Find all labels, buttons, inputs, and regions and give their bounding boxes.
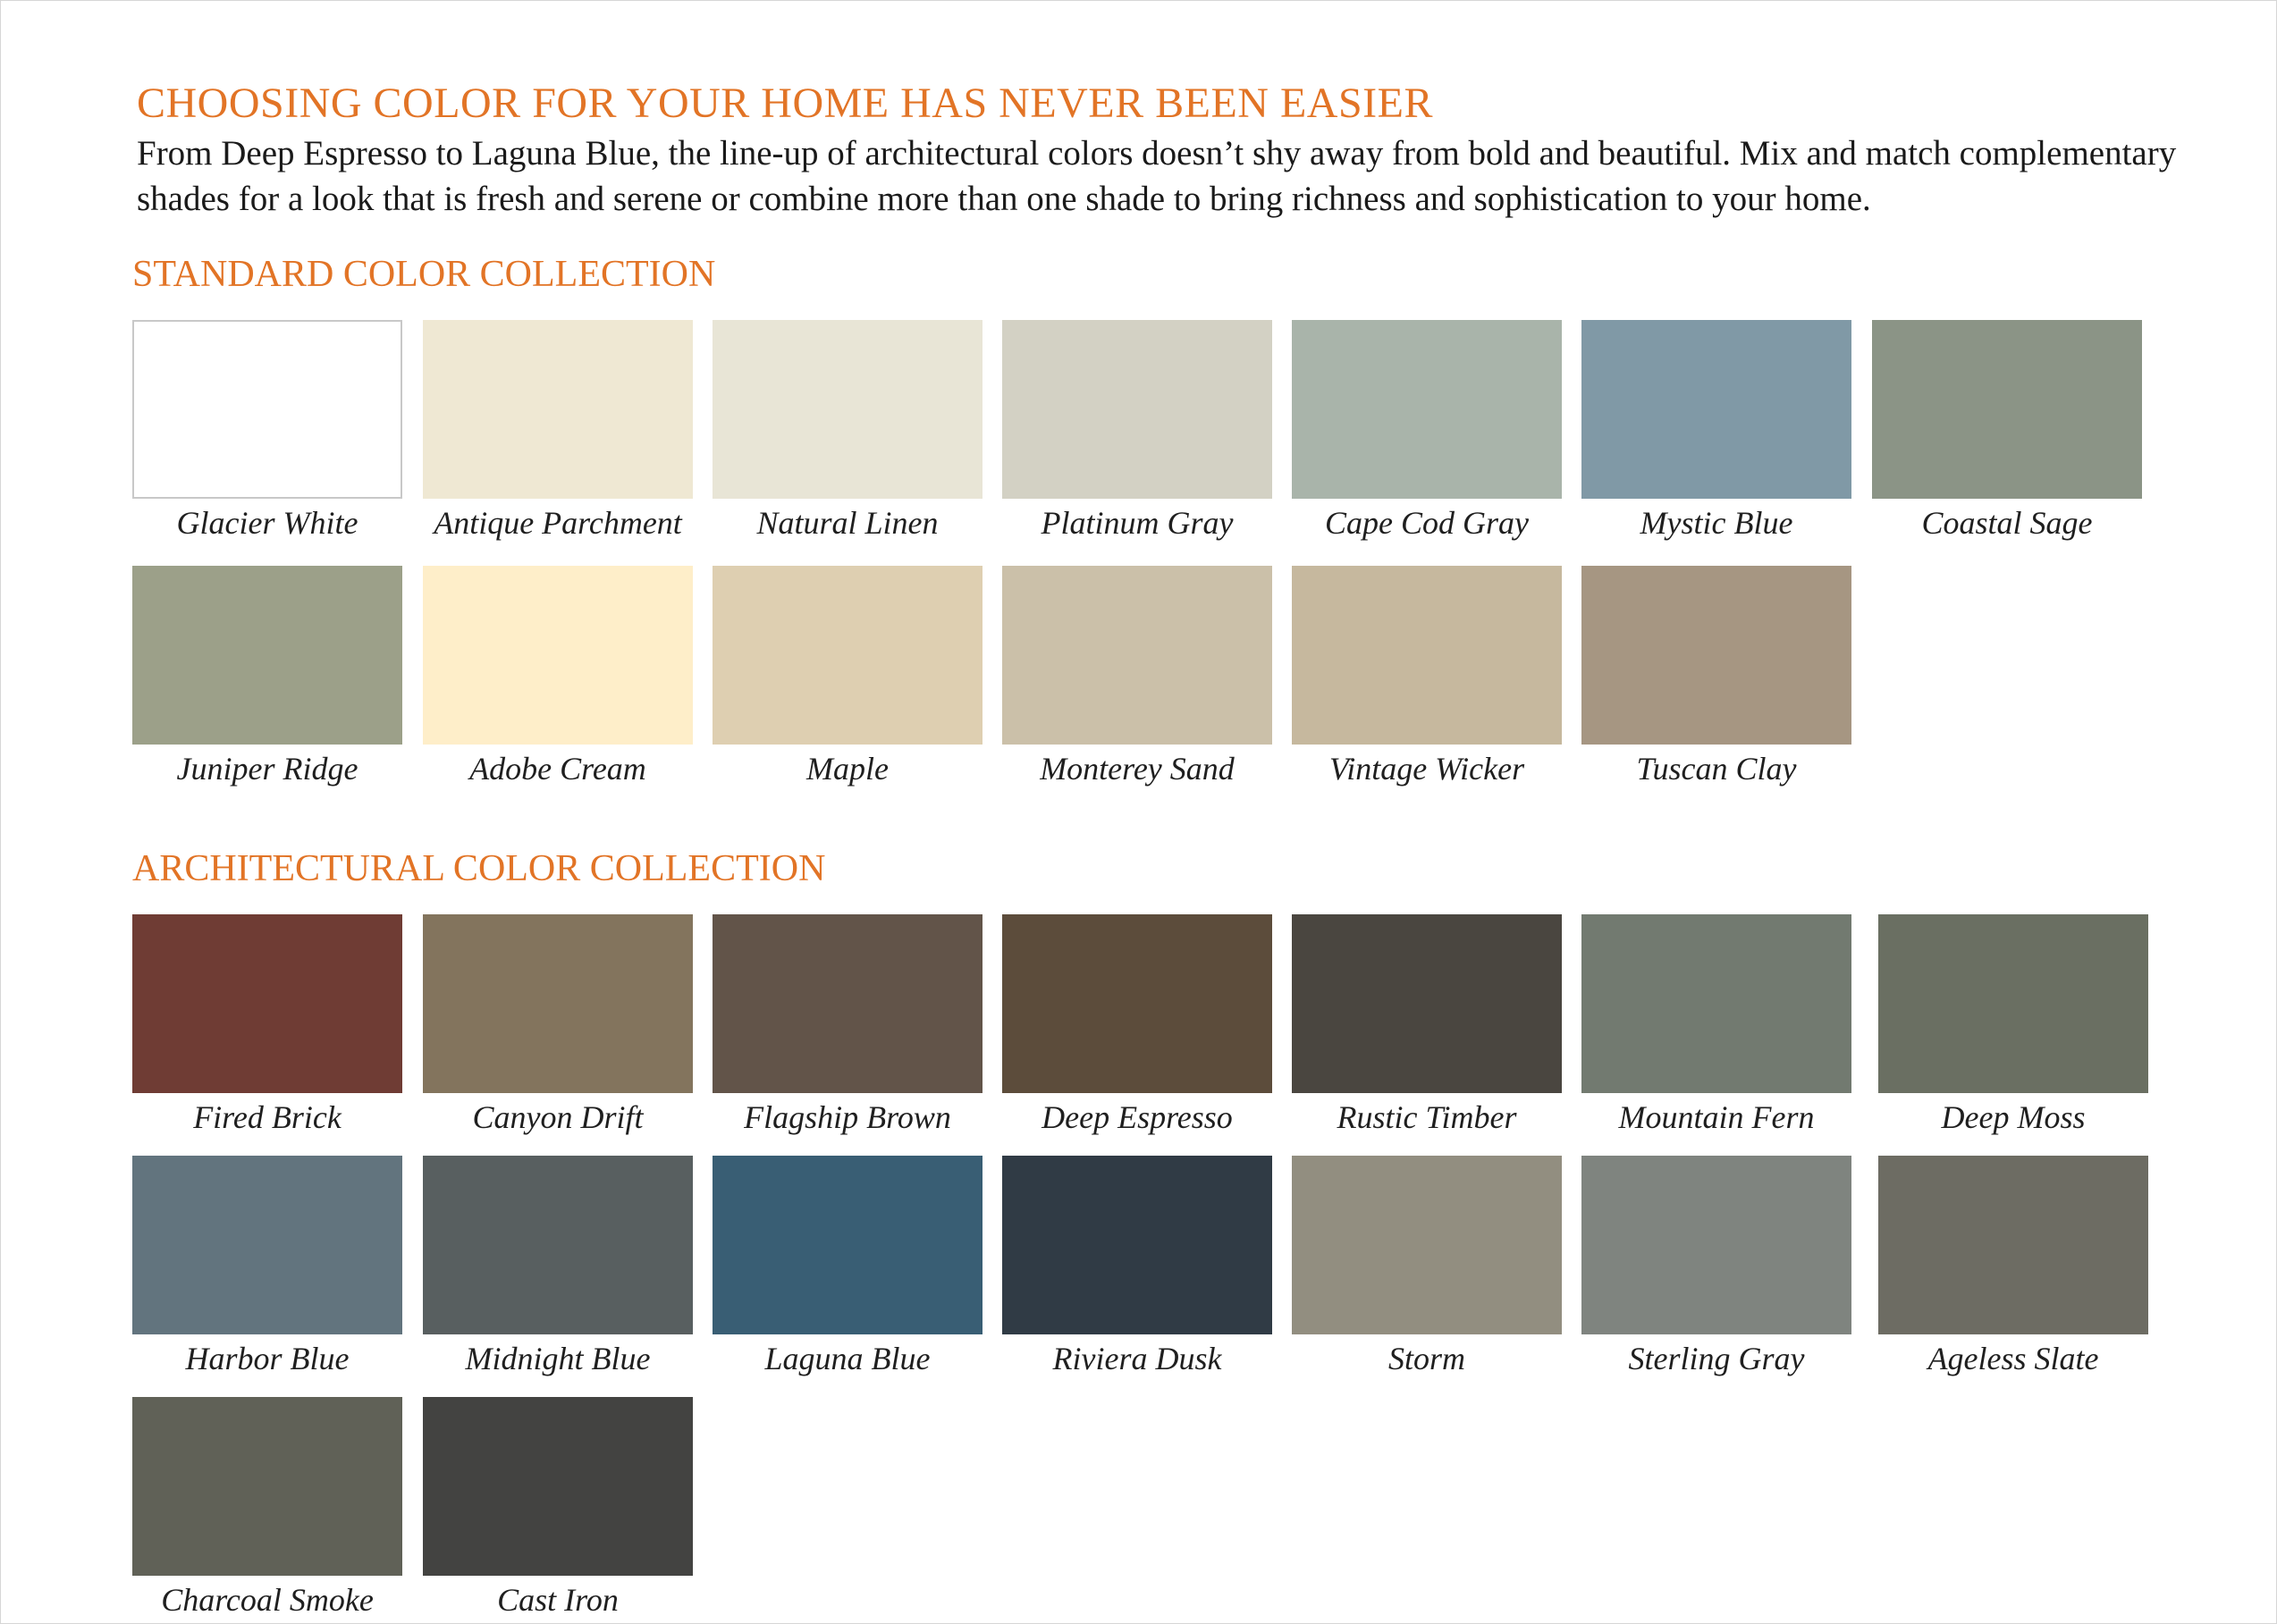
color-swatch xyxy=(1002,320,1274,542)
color-swatch xyxy=(1581,1156,1853,1377)
swatch-name: Vintage Wicker xyxy=(1328,751,1525,787)
color-swatch xyxy=(1002,566,1274,787)
color-swatch xyxy=(132,1397,404,1619)
color-swatch xyxy=(1872,320,2144,542)
swatch-name: Tuscan Clay xyxy=(1636,751,1797,787)
swatch-name: Glacier White xyxy=(176,505,358,541)
color-swatch xyxy=(132,566,404,787)
color-swatch xyxy=(1878,1156,2150,1377)
swatch-color-box xyxy=(423,1156,693,1334)
swatch-color-box xyxy=(132,566,402,745)
swatch-color-box xyxy=(1002,914,1272,1093)
swatch-color-box xyxy=(713,1156,982,1334)
color-swatch xyxy=(423,320,695,542)
swatch-color-box xyxy=(132,320,402,499)
swatch-name: Canyon Drift xyxy=(472,1099,644,1135)
color-swatch xyxy=(132,1156,404,1377)
color-swatch xyxy=(1581,320,1853,542)
swatch-color-box xyxy=(132,1156,402,1334)
swatch-name: Coastal Sage xyxy=(1921,505,2093,541)
swatch-name: Riviera Dusk xyxy=(1052,1341,1222,1376)
color-swatch xyxy=(132,914,404,1136)
swatch-name: Midnight Blue xyxy=(465,1341,651,1376)
swatch-name: Charcoal Smoke xyxy=(161,1582,374,1618)
page-title: CHOOSING COLOR FOR YOUR HOME HAS NEVER BEEN EASIER xyxy=(137,80,1433,127)
swatch-name: Ageless Slate xyxy=(1927,1341,2099,1376)
swatch-name: Adobe Cream xyxy=(469,751,646,787)
swatch-name: Mystic Blue xyxy=(1640,505,1793,541)
swatch-color-box xyxy=(1581,914,1851,1093)
swatch-color-box xyxy=(1581,320,1851,499)
color-swatch xyxy=(1292,320,1564,542)
color-swatch xyxy=(1292,1156,1564,1377)
swatch-name: Maple xyxy=(806,751,889,787)
swatch-color-box xyxy=(1292,320,1562,499)
swatch-color-box xyxy=(1002,320,1272,499)
swatch-name: Laguna Blue xyxy=(764,1341,931,1376)
intro-paragraph: From Deep Espresso to Laguna Blue, the line-up of architectural colors doesn’t shy away from bold and beautiful. Mix and match complementary shades for a look that is fresh and serene or combine more than one shade to bring richness and sophistication to your home. xyxy=(137,134,2177,218)
swatch-color-box xyxy=(1581,1156,1851,1334)
swatch-color-box xyxy=(1292,566,1562,745)
swatch-name: Juniper Ridge xyxy=(176,751,358,787)
swatch-color-box xyxy=(423,320,693,499)
swatch-color-box xyxy=(423,566,693,745)
standard-collection-title: STANDARD COLOR COLLECTION xyxy=(132,254,716,295)
color-swatch xyxy=(1002,1156,1274,1377)
swatch-name: Deep Moss xyxy=(1941,1099,2086,1135)
swatch-name: Deep Espresso xyxy=(1042,1099,1233,1135)
swatch-name: Rustic Timber xyxy=(1337,1099,1517,1135)
color-swatch xyxy=(423,1156,695,1377)
swatch-color-box xyxy=(713,914,982,1093)
color-swatch xyxy=(423,1397,695,1619)
swatch-name: Harbor Blue xyxy=(185,1341,350,1376)
swatch-name: Cast Iron xyxy=(497,1582,619,1618)
color-swatch xyxy=(1292,566,1564,787)
swatch-name: Natural Linen xyxy=(756,505,939,541)
color-swatch xyxy=(1292,914,1564,1136)
swatch-name: Mountain Fern xyxy=(1618,1099,1815,1135)
swatch-color-box xyxy=(1292,1156,1562,1334)
swatch-name: Fired Brick xyxy=(193,1099,342,1135)
swatch-color-box xyxy=(132,914,402,1093)
swatch-name: Sterling Gray xyxy=(1628,1341,1805,1376)
swatch-name: Monterey Sand xyxy=(1040,751,1235,787)
color-swatch xyxy=(713,1156,984,1377)
swatch-color-box xyxy=(1002,1156,1272,1334)
color-swatch xyxy=(713,320,984,542)
color-swatch xyxy=(1002,914,1274,1136)
color-swatch xyxy=(1581,566,1853,787)
color-swatch xyxy=(132,320,404,542)
swatch-color-box xyxy=(713,566,982,745)
swatch-color-box xyxy=(1581,566,1851,745)
swatch-name: Cape Cod Gray xyxy=(1325,505,1529,541)
color-swatch xyxy=(1581,914,1853,1136)
swatch-color-box xyxy=(1292,914,1562,1093)
color-swatch xyxy=(1878,914,2150,1136)
swatch-color-box xyxy=(1872,320,2142,499)
swatch-color-box xyxy=(1878,1156,2148,1334)
swatch-name: Flagship Brown xyxy=(744,1099,951,1135)
swatch-name: Antique Parchment xyxy=(434,505,682,541)
swatch-color-box xyxy=(1878,914,2148,1093)
swatch-name: Storm xyxy=(1387,1341,1465,1376)
color-swatch xyxy=(423,914,695,1136)
swatch-color-box xyxy=(1002,566,1272,745)
color-swatch xyxy=(423,566,695,787)
swatch-color-box xyxy=(713,320,982,499)
color-swatch xyxy=(713,914,984,1136)
swatch-color-box xyxy=(132,1397,402,1576)
color-swatch xyxy=(713,566,984,787)
swatch-color-box xyxy=(423,914,693,1093)
swatch-name: Platinum Gray xyxy=(1041,505,1234,541)
swatch-color-box xyxy=(423,1397,693,1576)
architectural-collection-title: ARCHITECTURAL COLOR COLLECTION xyxy=(132,848,826,889)
